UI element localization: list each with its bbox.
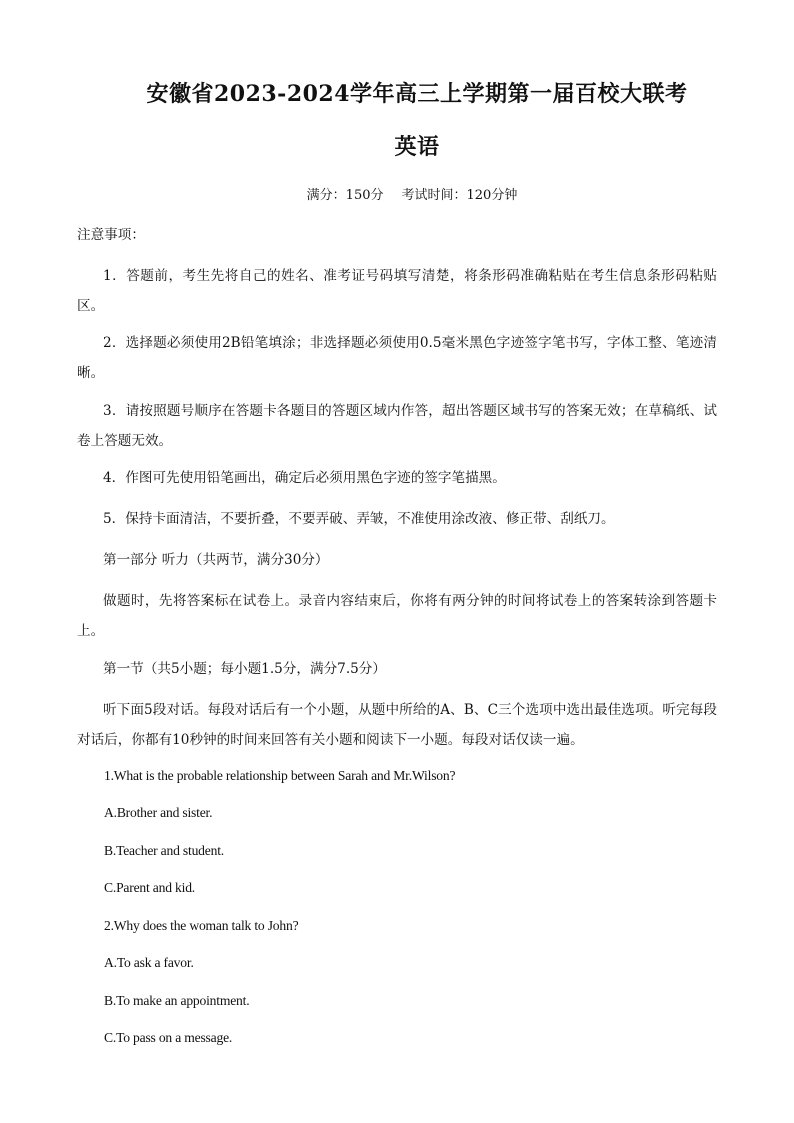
part1-instruction: 做题时，先将答案标在试卷上。录音内容结束后，你将有两分钟的时间将试卷上的答案转涂到答题卡上。 [77,593,717,639]
exam-time: 考试时间：120分钟 [401,188,518,203]
question-2-option-c: C.To pass on a message. [104,1030,233,1045]
notice-item-2: 2．选择题必须使用2B铅笔填涂；非选择题必须使用0.5毫米黑色字迹签字笔书写，字体工整、笔迹清晰。 [77,335,717,381]
question-2-stem: 2.Why does the woman talk to John? [104,918,299,933]
section1-heading: 第一节（共5小题；每小题1.5分，满分7.5分） [103,661,386,677]
section1-instruction: 听下面5段对话。每段对话后有一个小题，从题中所给的A、B、C三个选项中选出最佳选项。听完每段对话后，你都有10秒钟的时间来回答有关小题和阅读下一小题。每段对话仅读一遍。 [77,702,717,748]
notice-item-1: 1．答题前，考生先将自己的姓名、准考证号码填写清楚，将条形码准确粘贴在考生信息条形码粘贴区。 [77,268,717,314]
exam-meta [0,184,794,203]
exam-title: 安徽省2023-2024学年高三上学期第一届百校大联考 [146,81,688,107]
notice-item-3: 3．请按照题号顺序在答题卡各题目的答题区域内作答，超出答题区域书写的答案无效；在草稿纸、试卷上答题无效。 [77,403,717,449]
question-1-option-c: C.Parent and kid. [104,880,195,895]
question-2-option-a: A.To ask a favor. [104,955,194,970]
question-1-option-a: A.Brother and sister. [104,805,213,820]
notice-heading: 注意事项： [77,227,145,243]
question-1-stem: 1.What is the probable relationship between Sarah and Mr.Wilson? [104,768,456,783]
subject-title: 英语 [394,134,440,160]
question-2-option-b: B.To make an appointment. [104,993,250,1008]
notice-item-4: 4．作图可先使用铅笔画出，确定后必须用黑色字迹的签字笔描黑。 [103,470,506,486]
notice-item-5: 5．保持卡面清洁，不要折叠，不要弄破、弄皱，不准使用涂改液、修正带、刮纸刀。 [103,511,615,527]
full-marks: 满分：150分 [306,188,384,203]
part1-heading: 第一部分 听力（共两节，满分30分） [103,552,329,568]
question-1-option-b: B.Teacher and student. [104,843,224,858]
